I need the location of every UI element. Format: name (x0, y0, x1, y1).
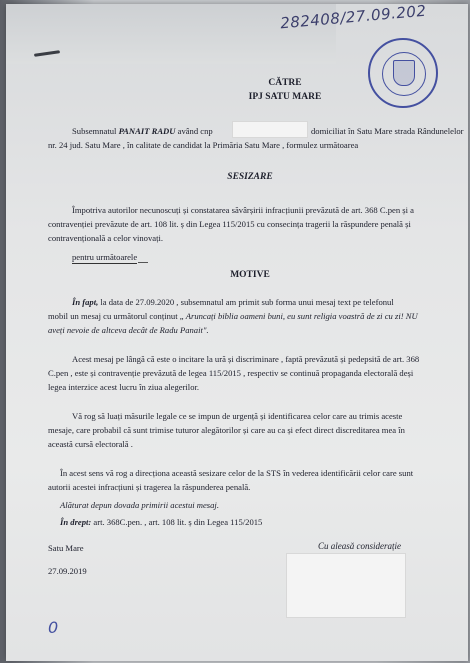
in-drept-label: În drept: (60, 517, 92, 527)
legal-basis-text: art. 368C.pen. , art. 108 lit. ș din Legea 115/2015 (91, 517, 263, 527)
closing-formula: Cu aleasă considerație (318, 541, 401, 551)
sesizare-line-3: contravențională a celor vinovați. (48, 233, 164, 243)
intro-line-2: nr. 24 jud. Satu Mare , în calitate de candidat la Primăria Satu Mare , formulez următoarea (48, 140, 359, 150)
handwritten-mark: 0 (48, 618, 59, 637)
motive-p2-line-3: legea interzice acest lucru în ziua alegerilor. (48, 382, 200, 392)
motive-p2-line-2: C.pen , este și contravenție prevăzută de legea 115/2015 , respectiv se continuă propaganda electorală deși (48, 368, 414, 378)
motive-p4-line-2: autorii acestei infracțiuni și tragerea la răspunderea penală. (48, 482, 251, 492)
motive-p1-text: la data de 27.09.2020 , subsemnatul am primit sub forma unui mesaj text pe telefonul (98, 297, 394, 307)
motive-title: MOTIVE (230, 270, 270, 280)
redacted-signature (286, 553, 406, 618)
motive-p1-line-2 (48, 311, 418, 322)
motive-p3-line-3: această cursă electorală . (48, 439, 133, 449)
dotted-underline (138, 262, 148, 263)
motive-p1-lead-in: mobil un mesaj cu următorul conținut „ (48, 311, 186, 321)
intro-cnp-label: având cnp (177, 126, 213, 136)
petitioner-name: PANAIT RADU (118, 126, 176, 136)
intro-line-1 (72, 126, 213, 137)
motive-p3-line-1: Vă rog să luați măsurile legale ce se impun de urgență și identificarea celor care au trimis aceste (72, 411, 403, 421)
in-fapt-label: În fapt, (72, 297, 99, 307)
attachment-note: Alăturat depun dovada primirii acestui mesaj. (60, 500, 219, 510)
motive-p2-line-1: Acest mesaj pe lângă că este o incitare la ură și discriminare , faptă prevăzută și pedepsită de art. 368 (72, 354, 420, 364)
to-label: CĂTRE (268, 78, 302, 88)
intro-subsemnatul: Subsemnatul (72, 126, 117, 136)
motive-p4-line-1: În acest sens vă rog a direcționa această sesizare celor de la STS în vederea identificării celor care sunt (60, 468, 414, 478)
pentru-line: pentru următoarele (72, 252, 138, 262)
quoted-message-start: Aruncați biblia oameni buni, eu sunt religia voastră de zi cu zi! NU (185, 311, 418, 321)
motive-p1-line-1 (72, 297, 394, 308)
sesizare-line-1: Împotriva autorilor necunoscuți și constatarea săvârșirii infracțiunii prevăzută de art. 368 C.pen și a (72, 205, 414, 215)
coat-of-arms-icon (393, 60, 415, 86)
motive-p3-line-2: mesaje, care probabil că sunt trimise tuturor alegătorilor și care au ca și efect direct discreditarea mea în (48, 425, 405, 435)
place: Satu Mare (48, 543, 84, 553)
sesizare-title: SESIZARE (227, 172, 273, 182)
intro-address: domiciliat în Satu Mare strada Rândunelelor (311, 126, 464, 136)
document-date: 27.09.2019 (48, 566, 87, 576)
quoted-message-end: aveți nevoie de altceva decât de Radu Panait". (48, 325, 209, 335)
redacted-cnp (232, 121, 308, 138)
official-stamp (368, 38, 438, 108)
handwritten-registration-number: 282408/27.09.202 (279, 1, 428, 33)
legal-basis-line (60, 517, 262, 528)
sesizare-line-2: contravenției prevăzute de art. 108 lit. ș din Legea 115/2015 cu consecința tragerii la răspundere penală și (48, 219, 411, 229)
recipient: IPJ SATU MARE (248, 92, 322, 102)
